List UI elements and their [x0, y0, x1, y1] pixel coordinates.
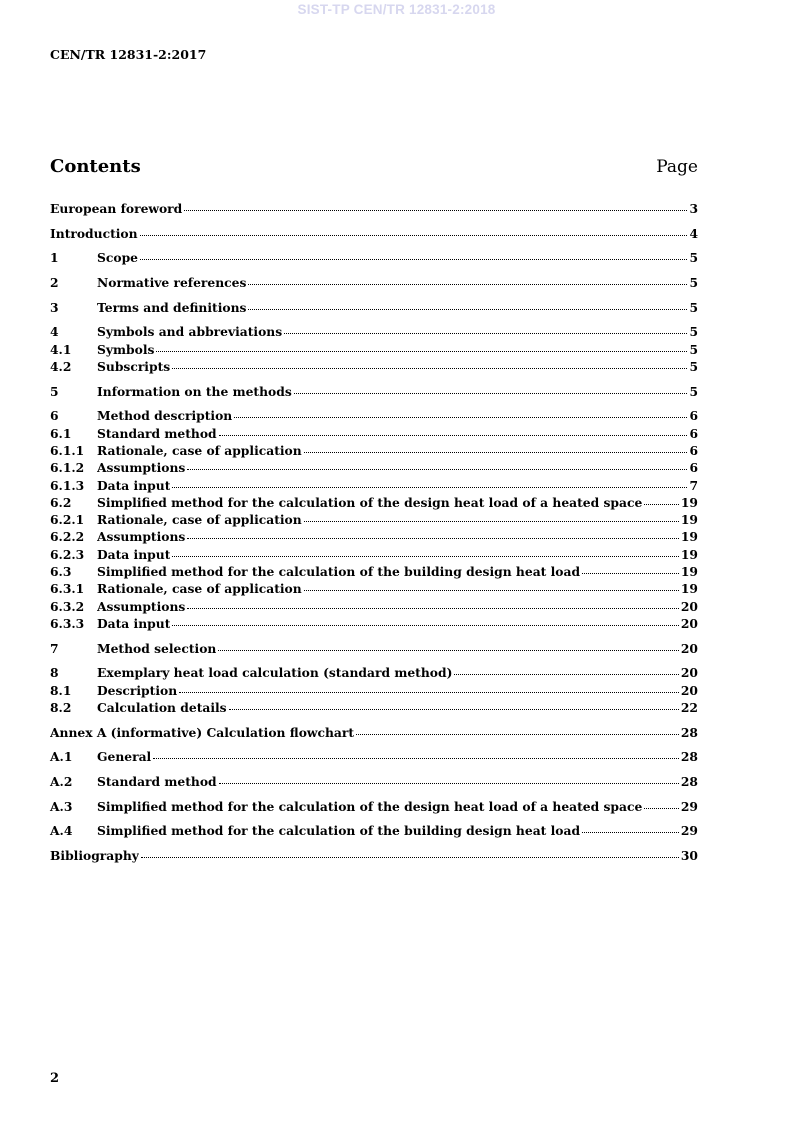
toc-entry-number: 6.1.2 — [50, 460, 85, 476]
dot-leader — [187, 469, 687, 470]
toc-entry-page: 20 — [680, 665, 698, 681]
dot-leader — [356, 734, 679, 735]
toc-entry-number: 4 — [50, 324, 59, 340]
dot-leader — [179, 692, 679, 693]
toc-entry-number: 8.1 — [50, 682, 72, 698]
toc-entry-a-2[interactable] — [50, 774, 698, 791]
toc-entry-title: Method description — [97, 408, 233, 424]
toc-entry-1[interactable] — [50, 250, 698, 267]
dot-leader — [184, 210, 687, 211]
toc-entry-page: 6 — [689, 443, 698, 458]
toc-entry-page: 20 — [680, 598, 698, 614]
toc-entry-number: 2 — [50, 275, 59, 291]
table-of-contents — [50, 201, 698, 865]
toc-entry-title: Method selection — [97, 640, 217, 656]
toc-entry-a-3[interactable] — [50, 799, 698, 816]
toc-entry-title: Scope — [97, 250, 138, 266]
dot-leader — [248, 284, 687, 285]
toc-entry-6-2[interactable] — [50, 495, 698, 512]
toc-entry-5[interactable] — [50, 384, 698, 401]
toc-entry-number: 6.2 — [50, 494, 72, 510]
dot-leader — [156, 351, 687, 352]
toc-entry-number: A.1 — [50, 749, 73, 765]
toc-entry-title: Rationale, case of application — [97, 443, 302, 458]
toc-entry-number: 6.1.1 — [50, 443, 85, 458]
toc-entry-number: A.3 — [50, 798, 73, 814]
toc-entry-a-1[interactable] — [50, 749, 698, 766]
dot-leader — [153, 758, 679, 759]
toc-entry-4-1[interactable] — [50, 342, 698, 359]
toc-entry-number: A.4 — [50, 823, 73, 839]
toc-entry-page: 29 — [680, 798, 698, 814]
toc-entry-page: 5 — [689, 341, 698, 357]
toc-entry-page: 20 — [680, 682, 698, 698]
dot-leader — [284, 333, 687, 334]
toc-entry-page: 5 — [689, 275, 698, 291]
toc-entry-page: 19 — [680, 494, 698, 510]
toc-entry-page: 5 — [689, 324, 698, 340]
toc-entry-6[interactable] — [50, 408, 698, 425]
toc-entry-page: 28 — [680, 724, 698, 740]
dot-leader — [582, 573, 679, 574]
toc-entry-number: 6.2.3 — [50, 546, 85, 562]
dot-leader — [172, 625, 678, 626]
toc-entry-number: 6.3.2 — [50, 598, 85, 614]
toc-entry-page: 30 — [680, 848, 698, 864]
toc-entry-page: 19 — [680, 581, 698, 597]
toc-entry-4[interactable] — [50, 324, 698, 341]
toc-entry-title: Exemplary heat load calculation (standard method) — [97, 665, 453, 681]
toc-entry-6-2-2[interactable] — [50, 529, 698, 546]
toc-entry-title: Simplified method for the calculation of the building design heat load — [97, 564, 581, 580]
toc-entry-title: Data input — [97, 615, 171, 631]
page-number: 2 — [50, 1071, 60, 1086]
toc-entry-page: 20 — [680, 640, 698, 656]
dot-leader — [248, 309, 687, 310]
dot-leader — [644, 808, 679, 809]
toc-entry-title: Data input — [97, 546, 171, 562]
toc-entry-2[interactable] — [50, 275, 698, 292]
toc-entry-number: 8 — [50, 665, 59, 681]
toc-entry-page: 28 — [680, 749, 698, 765]
toc-entry-page: 22 — [680, 699, 698, 715]
toc-entry-page: 6 — [689, 408, 698, 424]
toc-entry-number: 6.1.3 — [50, 477, 85, 493]
dot-leader — [582, 832, 679, 833]
toc-entry-number: 6.3.3 — [50, 615, 85, 631]
toc-entry-page: 28 — [680, 774, 698, 789]
toc-entry-number: 4.2 — [50, 359, 72, 375]
toc-entry-title: Terms and definitions — [97, 299, 247, 315]
toc-entry-6-2-1[interactable] — [50, 512, 698, 529]
dot-leader — [140, 235, 688, 236]
toc-entry-title: Simplified method for the calculation of the building design heat load — [97, 823, 581, 839]
toc-entry-6-2-3[interactable] — [50, 547, 698, 564]
toc-entry-title: Rationale, case of application — [97, 581, 302, 597]
dot-leader — [644, 504, 679, 505]
toc-entry-number: 8.2 — [50, 699, 72, 715]
dot-leader — [454, 674, 678, 675]
contents-title: Contents — [50, 156, 141, 177]
toc-entry-page: 5 — [689, 250, 698, 266]
toc-entry-6-1-1[interactable] — [50, 443, 698, 460]
dot-leader — [304, 452, 688, 453]
contents-header — [50, 156, 698, 177]
toc-entry-title: Subscripts — [97, 359, 171, 375]
toc-entry-bibliography[interactable] — [50, 848, 698, 865]
toc-entry-title: General — [97, 749, 152, 765]
toc-entry-3[interactable] — [50, 300, 698, 317]
toc-entry-page: 7 — [689, 477, 698, 493]
toc-entry-6-3-1[interactable] — [50, 581, 698, 598]
dot-leader — [294, 393, 688, 394]
toc-entry-number: 6 — [50, 408, 59, 424]
toc-entry-6-3-3[interactable] — [50, 616, 698, 633]
toc-entry-title: Introduction — [50, 225, 138, 241]
toc-entry-number: 6.3.1 — [50, 581, 85, 597]
toc-entry-title: Information on the methods — [97, 383, 292, 399]
toc-entry-4-2[interactable] — [50, 359, 698, 376]
toc-entry-page: 19 — [680, 546, 698, 562]
toc-entry-6-1-3[interactable] — [50, 478, 698, 495]
toc-entry-number: 5 — [50, 383, 59, 399]
toc-entry-page: 5 — [689, 359, 698, 375]
toc-entry-title: Assumptions — [97, 529, 186, 545]
dot-leader — [187, 538, 679, 539]
toc-entry-title: Data input — [97, 477, 171, 493]
toc-entry-european-foreword[interactable] — [50, 201, 698, 218]
dot-leader — [234, 417, 687, 418]
toc-entry-page: 3 — [689, 201, 698, 216]
page-column-label: Page — [656, 157, 698, 177]
toc-entry-number: 6.1 — [50, 425, 72, 441]
dot-leader — [304, 521, 679, 522]
toc-entry-6-1-2[interactable] — [50, 460, 698, 477]
toc-entry-introduction[interactable] — [50, 226, 698, 243]
toc-entry-title: Symbols — [97, 341, 155, 357]
dot-leader — [141, 857, 679, 858]
dot-leader — [187, 608, 679, 609]
dot-leader — [172, 487, 687, 488]
toc-entry-page: 6 — [689, 425, 698, 441]
toc-entry-title: Normative references — [97, 275, 247, 291]
toc-entry-page: 5 — [689, 383, 698, 399]
dot-leader — [304, 590, 679, 591]
toc-entry-a-4[interactable] — [50, 823, 698, 840]
toc-entry-number: 6.2.2 — [50, 529, 85, 545]
toc-entry-title: Bibliography — [50, 848, 139, 864]
toc-entry-page: 6 — [689, 460, 698, 476]
toc-entry-number: 1 — [50, 250, 59, 266]
toc-entry-number: 4.1 — [50, 341, 72, 357]
toc-entry-page: 19 — [680, 529, 698, 545]
toc-entry-number: 3 — [50, 299, 59, 315]
toc-entry-title: Annex A (informative) Calculation flowchart — [50, 724, 355, 740]
toc-entry-number: 6.2.1 — [50, 512, 85, 528]
dot-leader — [218, 650, 679, 651]
dot-leader — [172, 368, 687, 369]
dot-leader — [219, 783, 679, 784]
toc-entry-title: Standard method — [97, 774, 217, 789]
toc-entry-6-3-2[interactable] — [50, 599, 698, 616]
toc-entry-title: Assumptions — [97, 460, 186, 476]
dot-leader — [172, 556, 678, 557]
toc-entry-title: Assumptions — [97, 598, 186, 614]
dot-leader — [219, 435, 688, 436]
toc-entry-annex-a[interactable] — [50, 725, 698, 742]
toc-entry-page: 5 — [689, 299, 698, 315]
toc-entry-6-1[interactable] — [50, 426, 698, 443]
toc-entry-title: Symbols and abbreviations — [97, 324, 283, 340]
toc-entry-page: 29 — [680, 823, 698, 839]
toc-entry-page: 19 — [680, 564, 698, 580]
toc-entry-7[interactable] — [50, 641, 698, 658]
watermark: SIST-TP CEN/TR 12831-2:2018 — [297, 2, 496, 17]
toc-entry-title: Simplified method for the calculation of the design heat load of a heated space — [97, 494, 643, 510]
dot-leader — [140, 259, 687, 260]
toc-entry-title: Calculation details — [97, 699, 227, 715]
toc-entry-title: European foreword — [50, 201, 183, 216]
document-code: CEN/TR 12831-2:2017 — [50, 47, 207, 62]
toc-entry-8[interactable] — [50, 665, 698, 682]
toc-entry-page: 20 — [680, 615, 698, 631]
toc-entry-title: Standard method — [97, 425, 217, 441]
toc-entry-page: 4 — [689, 225, 698, 241]
toc-entry-title: Description — [97, 682, 178, 698]
toc-entry-6-3[interactable] — [50, 564, 698, 581]
dot-leader — [229, 709, 679, 710]
toc-entry-8-1[interactable] — [50, 683, 698, 700]
toc-entry-8-2[interactable] — [50, 700, 698, 717]
toc-entry-number: A.2 — [50, 774, 73, 789]
toc-entry-page: 19 — [680, 512, 698, 528]
toc-entry-number: 6.3 — [50, 564, 72, 580]
toc-entry-number: 7 — [50, 640, 59, 656]
toc-entry-title: Rationale, case of application — [97, 512, 302, 528]
toc-entry-title: Simplified method for the calculation of the design heat load of a heated space — [97, 798, 643, 814]
